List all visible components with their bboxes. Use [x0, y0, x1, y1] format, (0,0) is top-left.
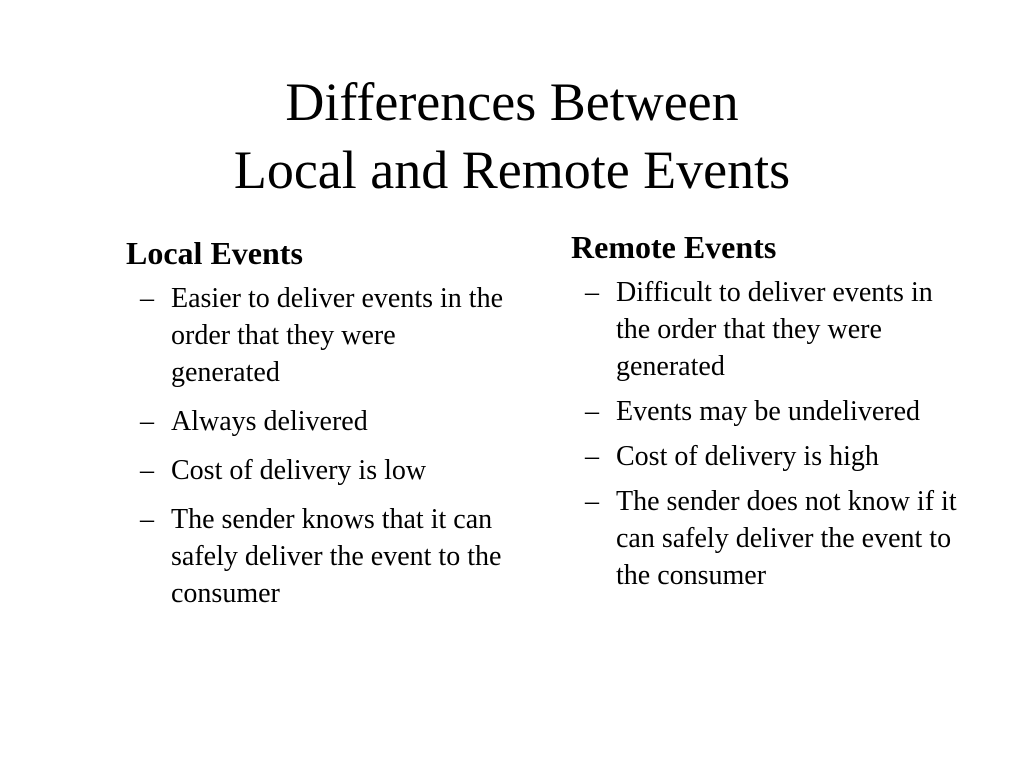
dash-bullet: – — [140, 406, 154, 437]
slide-title-line-2: Local and Remote Events — [233, 140, 791, 200]
list-item-text: Cost of delivery is low — [171, 455, 427, 486]
list-item — [126, 403, 506, 440]
dash-bullet: – — [585, 441, 599, 472]
remote-events-column — [571, 228, 971, 602]
dash-bullet: – — [585, 486, 599, 517]
list-item-text: Difficult to deliver events in the order that they were generated — [616, 277, 933, 382]
list-item — [126, 452, 506, 489]
list-item-text: Cost of delivery is high — [616, 441, 879, 472]
dash-bullet: – — [140, 283, 154, 314]
local-events-list — [126, 280, 506, 612]
list-item — [571, 483, 971, 594]
remote-events-list — [571, 274, 971, 594]
dash-bullet: – — [140, 455, 154, 486]
remote-events-heading: Remote Events — [571, 229, 777, 265]
local-events-column — [126, 234, 506, 624]
list-item-text: Always delivered — [171, 406, 368, 437]
slide-title-line-1: Differences Between — [285, 72, 739, 132]
dash-bullet: – — [585, 277, 599, 308]
list-item-text: The sender knows that it can safely deliver the event to the consumer — [171, 504, 502, 609]
list-item — [126, 501, 506, 612]
dash-bullet: – — [585, 396, 599, 427]
list-item — [571, 274, 971, 385]
list-item-text: Events may be undelivered — [616, 396, 921, 427]
list-item — [126, 280, 506, 391]
dash-bullet: – — [140, 504, 154, 535]
list-item-text: Easier to deliver events in the order that they were generated — [171, 283, 503, 388]
list-item — [571, 393, 971, 430]
list-item-text: The sender does not know if it can safely deliver the event to the consumer — [616, 486, 957, 591]
list-item — [571, 438, 971, 475]
slide-title — [0, 68, 1024, 204]
local-events-heading: Local Events — [126, 235, 303, 271]
